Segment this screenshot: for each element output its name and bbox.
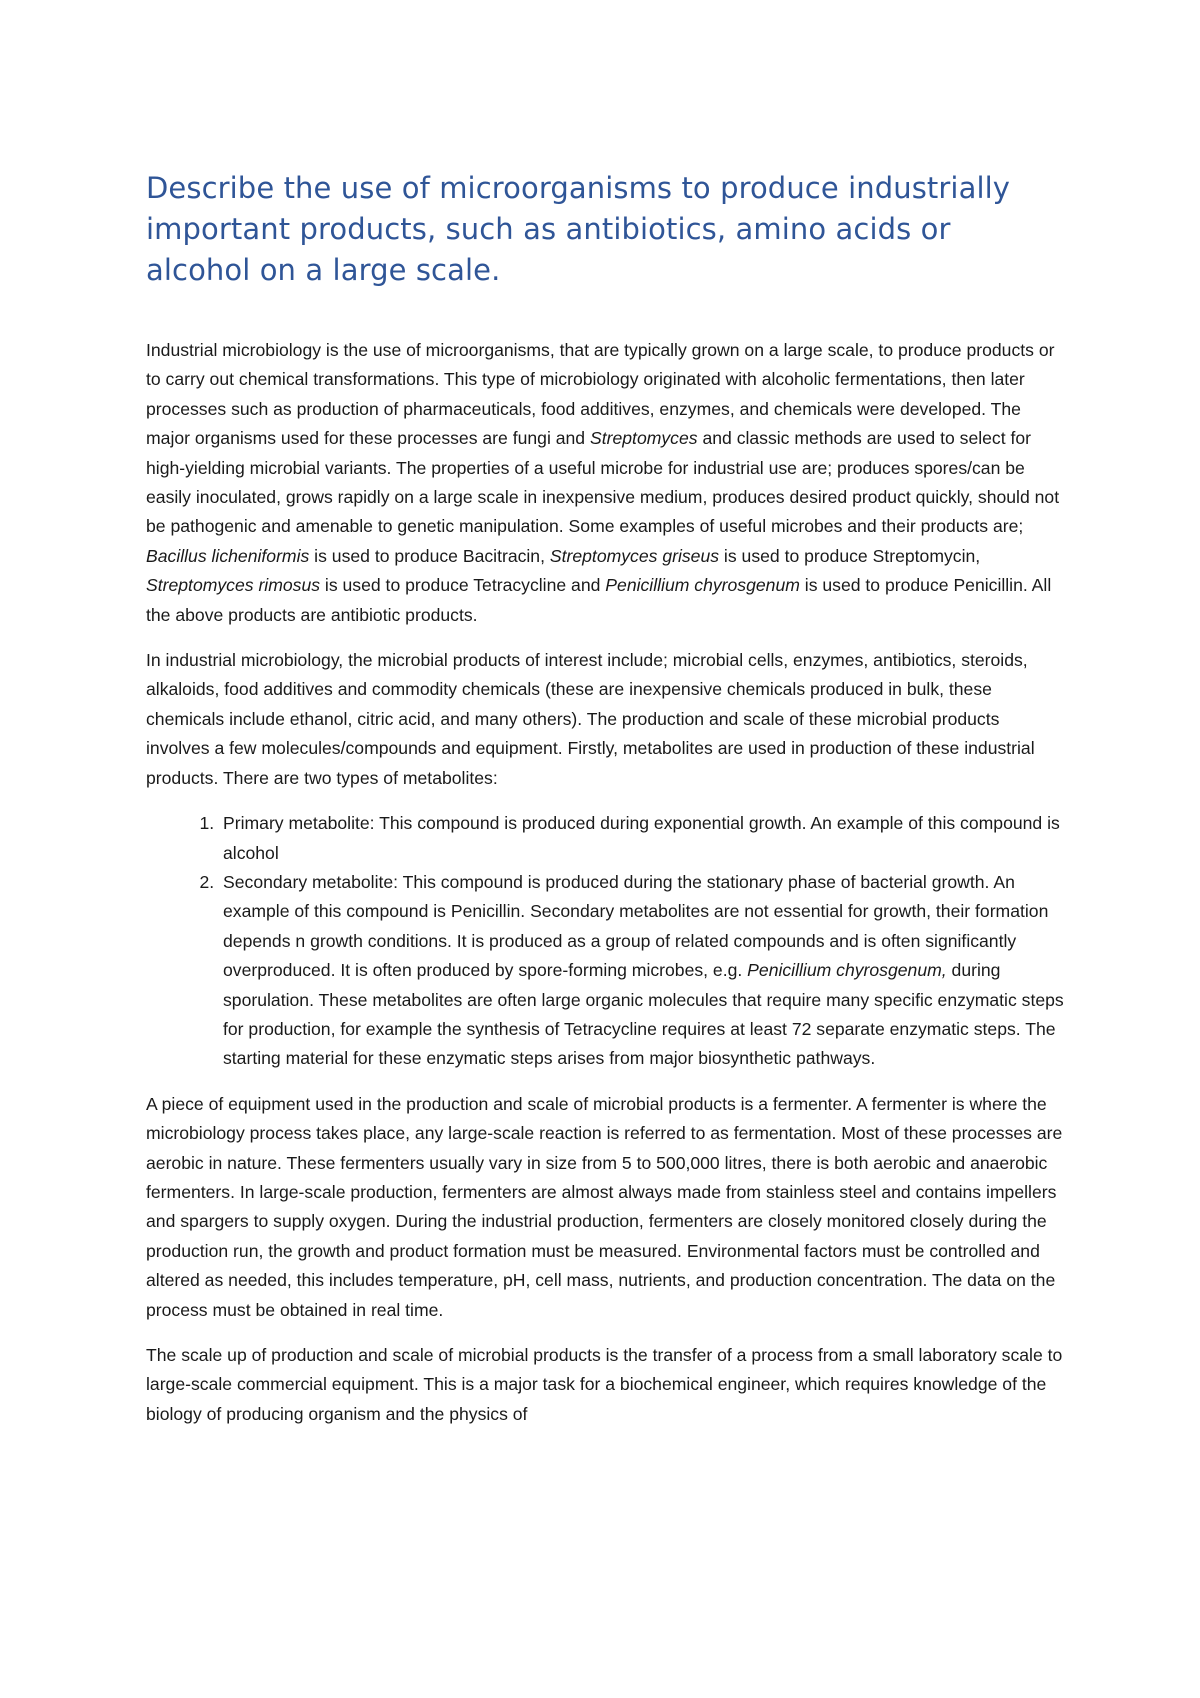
- paragraph-industrial-microbiology: [146, 336, 1066, 630]
- metabolite-list: [146, 809, 1066, 1074]
- text-run: is used to produce Streptomycin,: [719, 545, 981, 566]
- paragraph-fermenter: A piece of equipment used in the production and scale of microbial products is a fermenter. A fermenter is where the microbiology process takes place, any large-scale reaction is referred to as fermentation. Most of these processes are aerobic in nature. These fermenters usually vary in size from 5 to 500,000 litres, there is both aerobic and anaerobic fermenters. In large-scale production, fermenters are almost always made from stainless steel and contains impellers and spargers to supply oxygen. During the industrial production, fermenters are closely monitored closely during the production run, the growth and product formation must be measured. Environmental factors must be controlled and altered as needed, this includes temperature, pH, cell mass, nutrients, and production concentration. The data on the process must be obtained in real time.: [146, 1093, 1063, 1320]
- document-body: [146, 336, 1066, 1445]
- italic-term: Penicillium chyrosgenum,: [747, 960, 947, 981]
- text-run: is used to produce Bacitracin,: [309, 545, 550, 566]
- text-run: Industrial microbiology is the use of microorganisms, that are typically grown on a large scale, to produce products or to carry out chemical transformations. This type of microbiology originated with alcoholic fermentations, then later processes such as production of pharmaceuticals, food additives, enzymes, and chemicals were developed. The major organisms used for these processes are fungi and: [146, 340, 1055, 449]
- text-run: Secondary metabolite: This compound is produced during the stationary phase of bacterial growth. An example of this compound is Penicillin. Secondary metabolites are not essential for growth, their formation depends n growth conditions. It is produced as a group of related compounds and is often significantly overproduced. It is often produced by spore-forming microbes, e.g.: [223, 871, 1049, 981]
- italic-term: Streptomyces rimosus: [146, 575, 321, 596]
- page-title: Describe the use of microorganisms to produce industrially important products, such as antibiotics, amino acids or alcohol on a large scale.: [146, 171, 1011, 287]
- text-run: during sporulation. These metabolites are often large organic molecules that require many specific enzymatic steps for production, for example the synthesis of Tetracycline requires at least 72 separate enzymatic steps. The starting material for these enzymatic steps arises from major biosynthetic pathways.: [223, 960, 1064, 1069]
- italic-term: Penicillium chyrosgenum: [605, 575, 800, 596]
- list-item-secondary-metabolite: [219, 868, 1066, 1074]
- list-item-primary-metabolite: 1. Primary metabolite: This compound is produced during exponential growth. An example of this compound is alcohol: [219, 809, 1066, 868]
- text-run: is used to produce Penicillin. All the above products are antibiotic products.: [146, 575, 1052, 625]
- italic-term: Bacillus licheniformis: [146, 545, 310, 566]
- text-run: and classic methods are used to select for high-yielding microbial variants. The properties of a useful microbe for industrial use are; produces spores/can be easily inoculated, grows rapidly on a large scale in inexpensive medium, produces desired product quickly, should not be pathogenic and amenable to genetic manipulation. Some examples of useful microbes and their products are;: [146, 428, 1060, 537]
- paragraph-scale-up: The scale up of production and scale of microbial products is the transfer of a process from a small laboratory scale to large-scale commercial equipment. This is a major task for a biochemical engineer, which requires knowledge of the biology of producing organism and the physics of: [146, 1345, 1063, 1424]
- italic-term: Streptomyces griseus: [549, 545, 720, 566]
- text-run: is used to produce Tetracycline and: [320, 575, 606, 596]
- paragraph-microbial-products: In industrial microbiology, the microbial products of interest include; microbial cells, enzymes, antibiotics, steroids, alkaloids, food additives and commodity chemicals (these are inexpensive chemicals produced in bulk, these chemicals include ethanol, citric acid, and many others). The production and scale of these microbial products involves a few molecules/compounds and equipment. Firstly, metabolites are used in production of these industrial products. There are two types of metabolites:: [146, 650, 1035, 788]
- italic-term: Streptomyces: [590, 428, 698, 449]
